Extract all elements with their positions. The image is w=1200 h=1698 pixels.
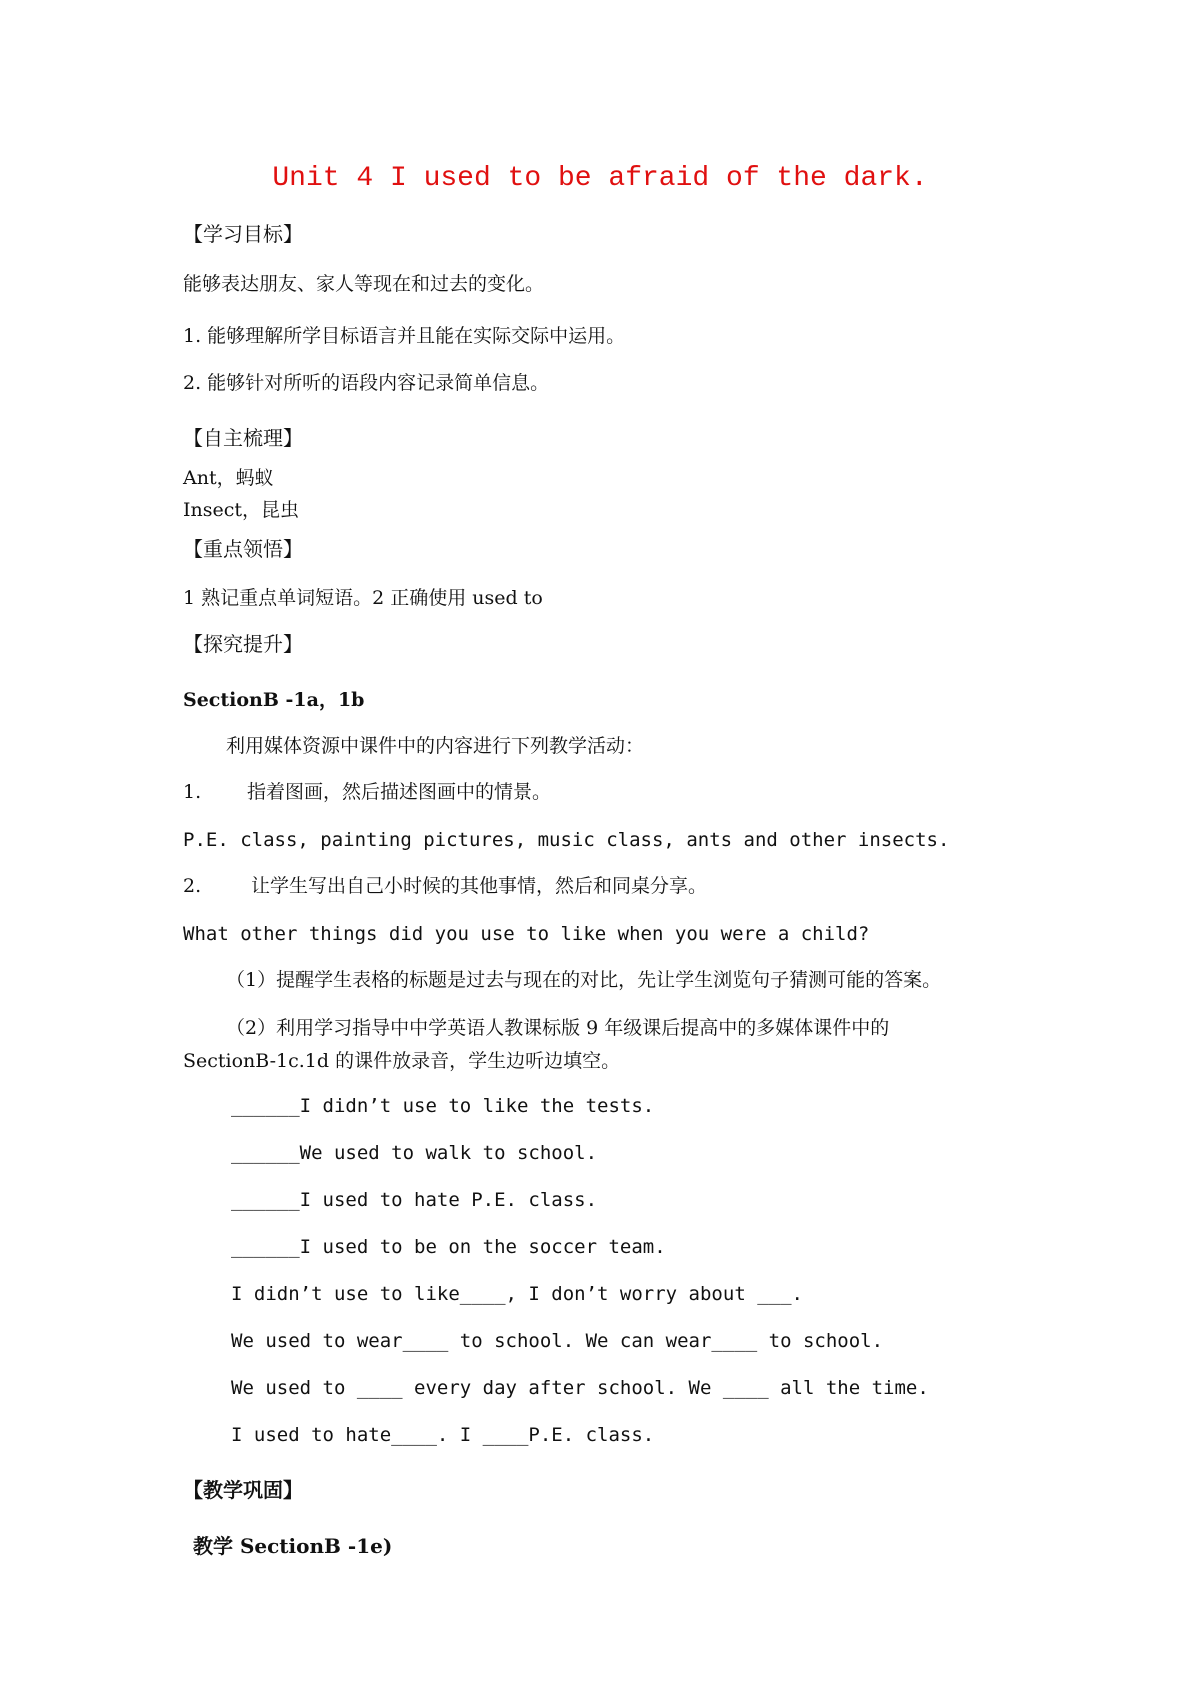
page-title: Unit 4 I used to be afraid of the dark. xyxy=(272,163,928,194)
note-1: （1）提醒学生表格的标题是过去与现在的对比，先让学生浏览句子猜测可能的答案。 xyxy=(226,969,942,991)
fill-sentence-8: I used to hate____. I ____P.E. class. xyxy=(231,1424,655,1446)
step-1-english: P.E. class, painting pictures, music class, ants and other insects. xyxy=(183,829,950,851)
note-2-line-1: （2）利用学习指导中中学英语人教课标版 9 年级课后提高中的多媒体课件中的 xyxy=(226,1017,890,1039)
consolidate-heading: 【教学巩固】 xyxy=(183,1478,303,1502)
step-2-text: 让学生写出自己小时候的其他事情，然后和同桌分享。 xyxy=(251,875,708,897)
learning-goals-heading: 【学习目标】 xyxy=(183,222,303,246)
fill-sentence-5: I didn’t use to like____, I don’t worry about ___. xyxy=(231,1283,803,1305)
learning-goal-1: 1. 能够理解所学目标语言并且能在实际交际中运用。 xyxy=(183,325,626,347)
explore-heading: 【探究提升】 xyxy=(183,632,303,656)
step-2-number: 2. xyxy=(183,875,202,897)
vocab-ant: Ant，蚂蚁 xyxy=(183,467,274,489)
explore-section-label: SectionB -1a，1b xyxy=(183,689,365,711)
fill-sentence-1: ______I didn’t use to like the tests. xyxy=(231,1095,655,1117)
consolidate-section-label: 教学 SectionB -1e) xyxy=(193,1534,393,1558)
key-points-text: 1 熟记重点单词短语。2 正确使用 used to xyxy=(183,587,543,609)
fill-sentence-7: We used to ____ every day after school. We ____ all the time. xyxy=(231,1377,929,1399)
step-2-question: What other things did you use to like when you were a child? xyxy=(183,923,870,945)
step-1-number: 1. xyxy=(183,781,202,803)
fill-sentence-2: ______We used to walk to school. xyxy=(231,1142,598,1164)
fill-sentence-4: ______I used to be on the soccer team. xyxy=(231,1236,666,1258)
fill-sentence-6: We used to wear____ to school. We can wear____ to school. xyxy=(231,1330,884,1352)
learning-goal-2: 2. 能够针对所听的语段内容记录简单信息。 xyxy=(183,372,550,394)
learning-goals-intro: 能够表达朋友、家人等现在和过去的变化。 xyxy=(183,273,545,295)
note-2-line-2: SectionB-1c.1d 的课件放录音，学生边听边填空。 xyxy=(183,1050,621,1072)
fill-sentence-3: ______I used to hate P.E. class. xyxy=(231,1189,598,1211)
self-study-heading: 【自主梳理】 xyxy=(183,426,303,450)
key-points-heading: 【重点领悟】 xyxy=(183,537,303,561)
explore-intro: 利用媒体资源中课件中的内容进行下列教学活动： xyxy=(226,735,645,757)
vocab-insect: Insect，昆虫 xyxy=(183,499,300,521)
step-1-text: 指着图画，然后描述图画中的情景。 xyxy=(247,781,552,803)
